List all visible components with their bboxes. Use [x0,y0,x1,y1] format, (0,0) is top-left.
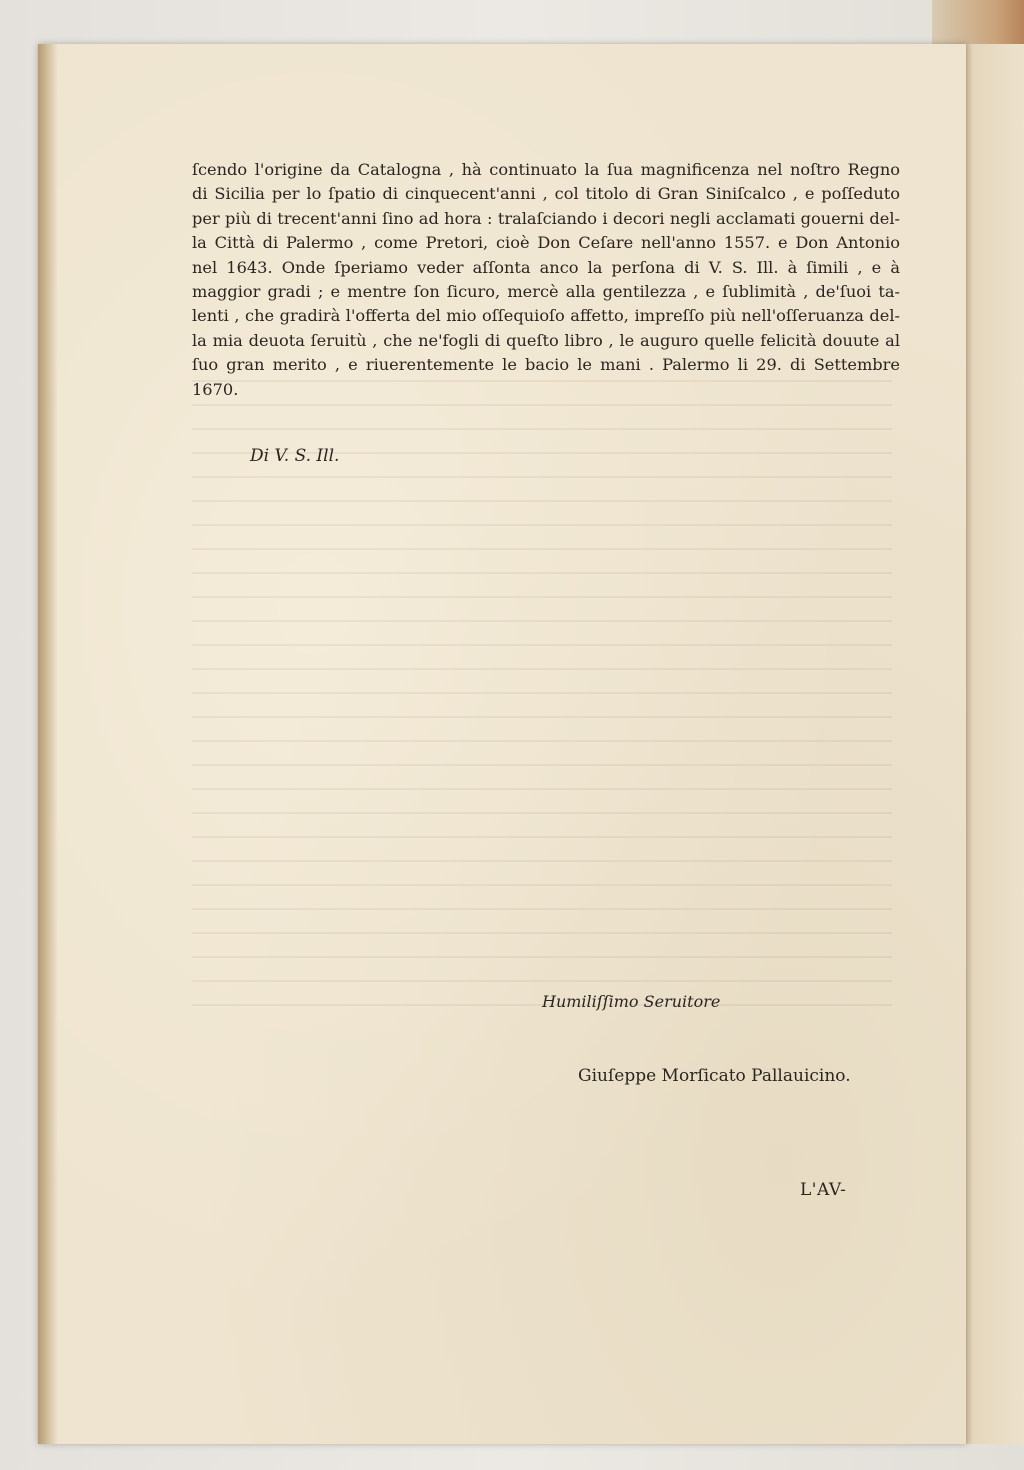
body-line: la Città di Palermo , come Pretori, cioè Don Ceſare nell'anno 1557. e Don Antonio [192,233,900,253]
body-line: maggior gradi ; e mentre ſon ſicuro, mercè alla gentilezza , e ſublimità , de'ſuoi ta- [192,282,900,302]
salutation: Di V. S. Ill. [250,446,340,466]
body-line: di Sicilia per lo ſpatio di cinquecent'anni , col titolo di Gran Siniſcalco , e poſſeduto [192,184,900,204]
body-line: lenti , che gradirà l'offerta del mio oſſequioſo affetto, impreſſo più nell'oſſeruanza del- [192,306,900,326]
catchword: L'AV- [800,1180,847,1200]
body-line: nel 1643. Onde ſperiamo veder aſſonta anco la perſona di V. S. Ill. à ſimili , e à [192,257,900,277]
dedication-body-text [192,158,900,402]
signature: Giuſeppe Morſicato Pallauicino. [578,1066,851,1086]
page-gutter-shadow [38,44,58,1444]
adjacent-page-edge [962,44,1024,1444]
body-line: ſcendo l'origine da Catalogna , hà continuato la ſua magnificenza nel noſtro Regno [192,160,900,179]
closing-phrase: Humiliſſimo Seruitore [542,992,721,1011]
body-line: ſuo gran merito , e riuerentemente le bacio le mani . Palermo li 29. di Settembre [192,355,900,375]
body-line: per più di trecent'anni ſino ad hora : tralaſciando i decori negli acclamati gouerni del- [192,208,900,228]
book-edge-top [932,0,1024,44]
body-line: 1670. [192,379,239,399]
body-line: la mia deuota ſeruitù , che ne'fogli di queſto libro , le auguro quelle felicità douute al [192,330,900,350]
